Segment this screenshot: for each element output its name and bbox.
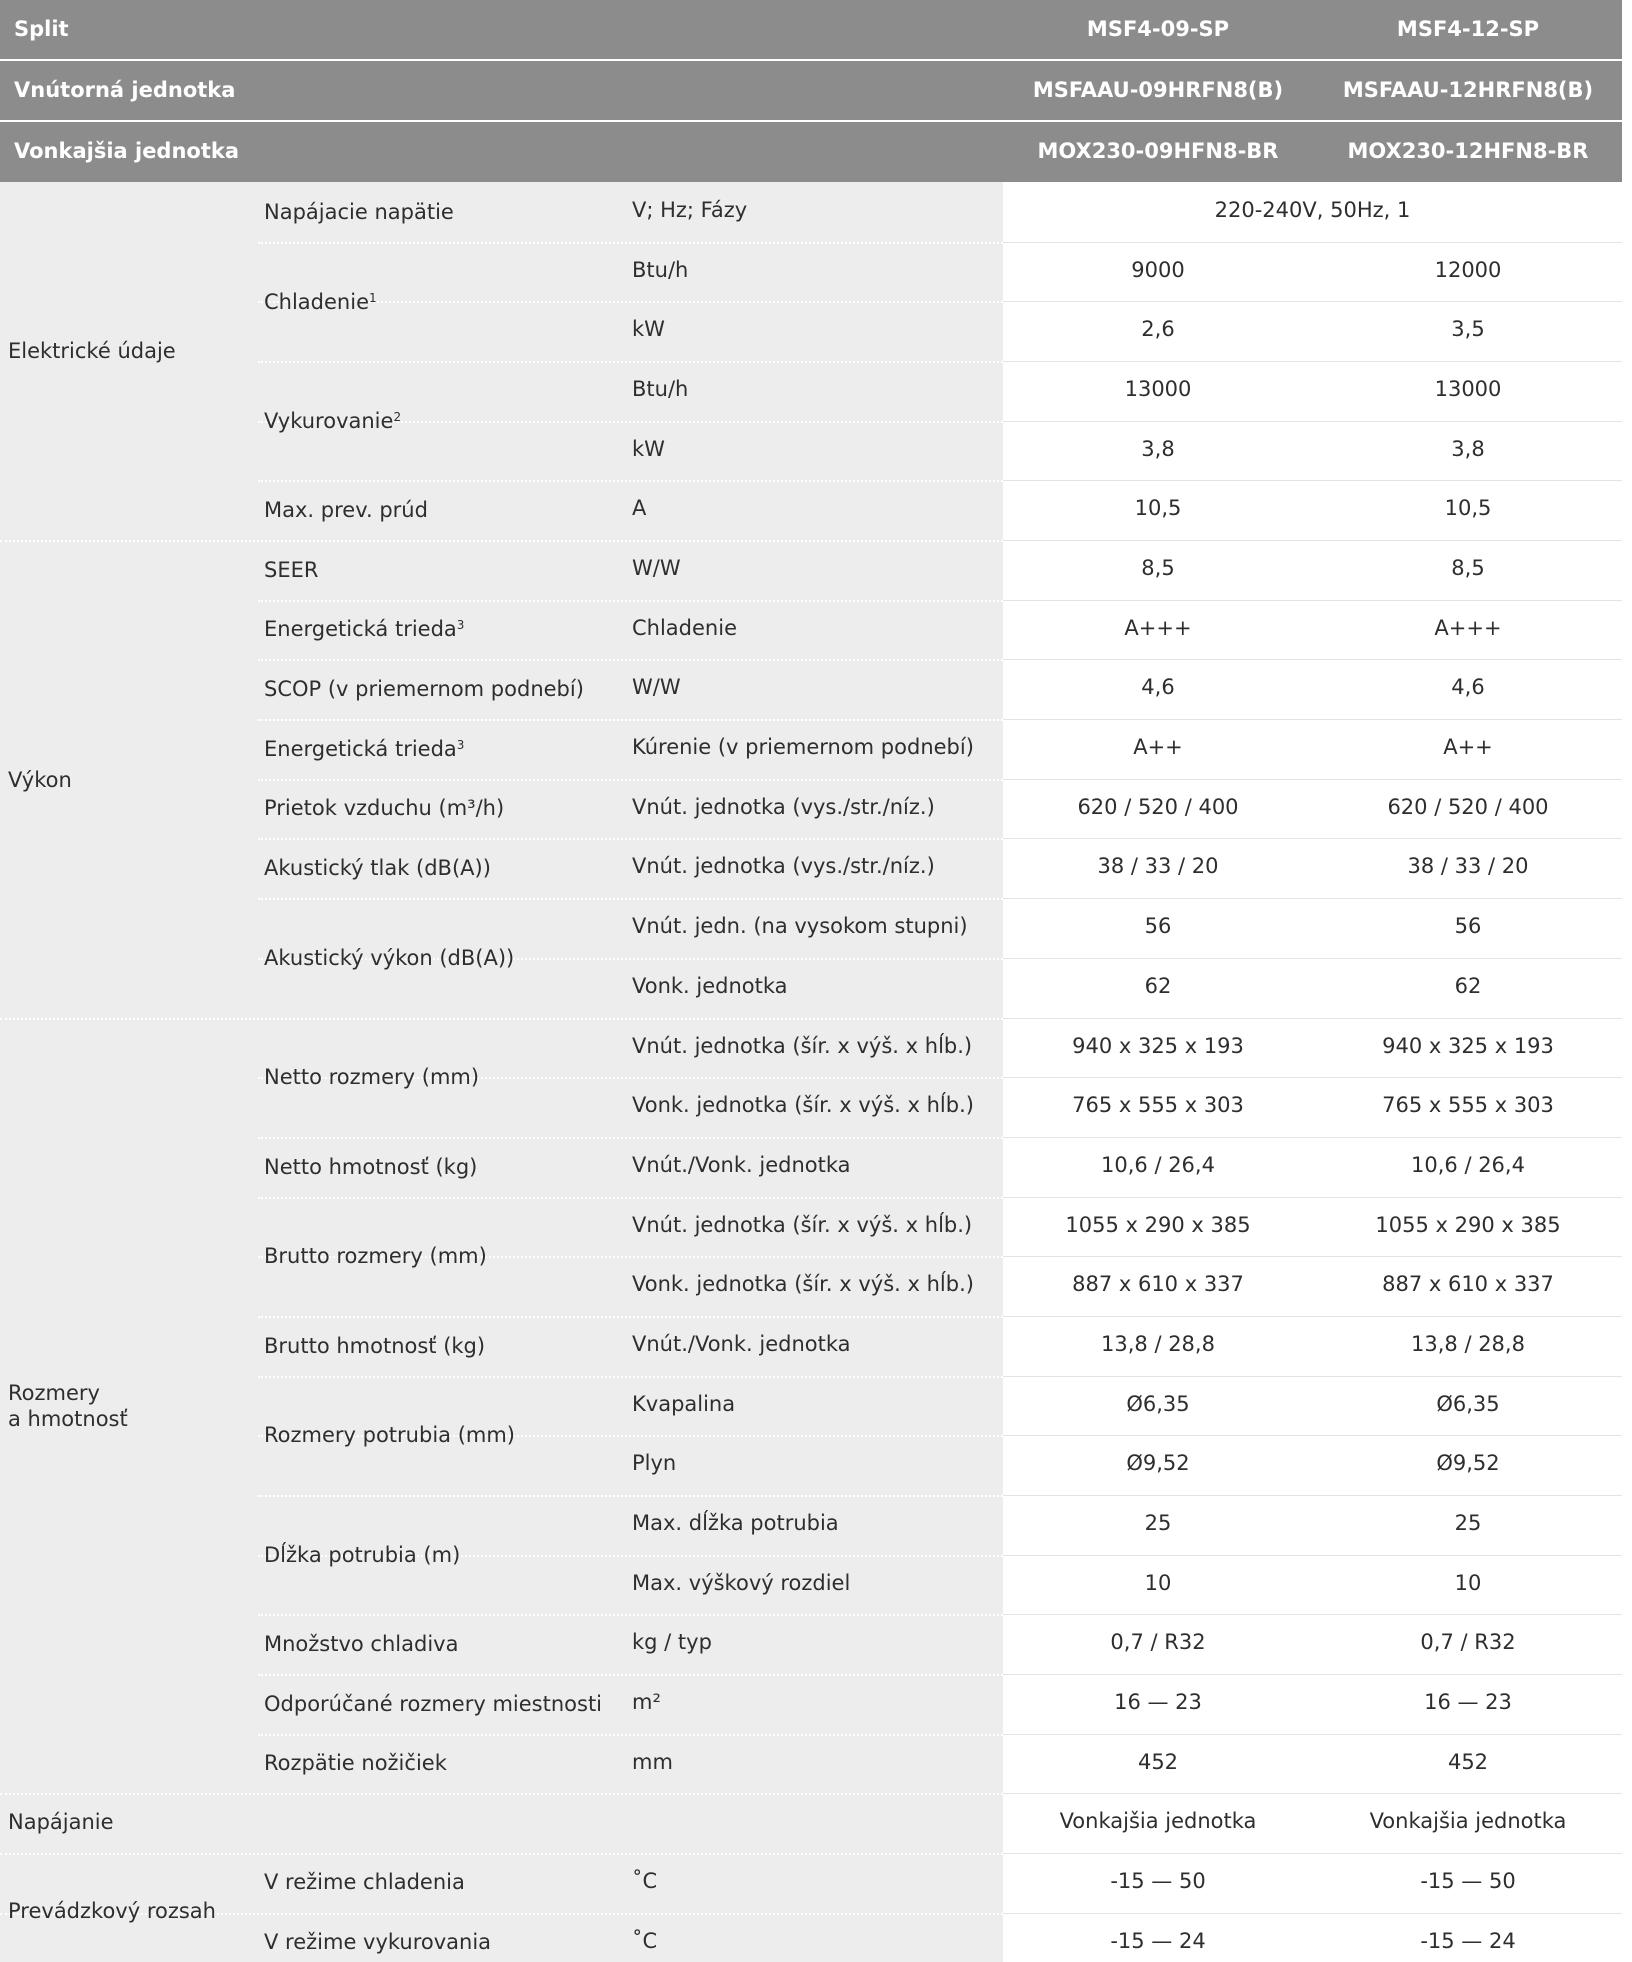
value-model-2: 887 x 610 x 337: [1382, 1272, 1554, 1296]
value-model-1: 940 x 325 x 193: [1072, 1034, 1244, 1058]
unit-label: Vonk. jednotka (šír. x výš. x hĺb.): [632, 1272, 974, 1296]
row-divider: [258, 1137, 1003, 1139]
param-label: Prietok vzduchu (m³/h): [264, 796, 505, 820]
param-label: Energetická trieda$^3$: [264, 737, 465, 761]
value-model-1: 16 — 23: [1114, 1690, 1202, 1714]
value-model-1: 10,5: [1134, 496, 1182, 520]
unit-label: Vnút. jedn. (na vysokom stupni): [632, 914, 968, 938]
value-model-1: Ø6,35: [1126, 1392, 1190, 1416]
row-divider: [1003, 1435, 1622, 1436]
value-model-2: Ø9,52: [1436, 1451, 1500, 1475]
unit-label: Kúrenie (v priemernom podnebí): [632, 735, 974, 759]
row-divider: [1003, 540, 1622, 541]
value-model-1: 56: [1144, 914, 1172, 938]
header-model-2: MSFAAU-12HRFN8(B): [1342, 78, 1594, 102]
value-model-2: 3,5: [1451, 317, 1485, 341]
value-model-1: 2,6: [1141, 317, 1175, 341]
unit-label: kW: [632, 437, 665, 461]
row-divider: [1003, 719, 1622, 720]
value-model-2: 12000: [1434, 258, 1502, 282]
value-model-2: 940 x 325 x 193: [1382, 1034, 1554, 1058]
value-model-2: 1055 x 290 x 385: [1375, 1213, 1561, 1237]
header-row-outdoor: [0, 122, 1622, 182]
value-model-2: A++: [1443, 735, 1493, 759]
header-label: Vnútorná jednotka: [14, 78, 236, 102]
param-label: Napájacie napätie: [264, 200, 454, 224]
value-model-2: 62: [1454, 974, 1482, 998]
row-divider: [0, 1793, 1003, 1795]
value-model-2: -15 — 50: [1420, 1869, 1516, 1893]
footnote-marker: 1: [369, 291, 377, 305]
unit-label: Plyn: [632, 1451, 677, 1475]
param-label: Brutto hmotnosť (kg): [264, 1334, 486, 1358]
unit-label: kW: [632, 317, 665, 341]
value-model-2: 620 / 520 / 400: [1387, 795, 1549, 819]
section-dimensions-line-1: Rozmery: [8, 1381, 100, 1405]
row-divider: [1003, 779, 1622, 780]
row-divider: [1003, 958, 1622, 959]
unit-label: m²: [632, 1690, 661, 1714]
unit-label: Kvapalina: [632, 1392, 736, 1416]
header-model-2: MSF4-12-SP: [1396, 17, 1540, 41]
value-model-1: 13,8 / 28,8: [1101, 1332, 1215, 1356]
param-label: Chladenie$^1$: [264, 290, 377, 314]
value-model-1: 38 / 33 / 20: [1097, 854, 1219, 878]
value-model-1: 10: [1144, 1571, 1172, 1595]
param-label: Vykurovanie$^2$: [264, 409, 402, 433]
unit-label: kg / typ: [632, 1630, 712, 1654]
row-divider: [1003, 301, 1622, 302]
value-model-1: 1055 x 290 x 385: [1065, 1213, 1251, 1237]
row-divider: [1003, 1256, 1622, 1257]
section-power-supply: Napájanie: [8, 1810, 114, 1834]
row-divider: [1003, 1197, 1622, 1198]
section-operating-range: Prevádzkový rozsah: [8, 1899, 216, 1923]
value-model-1: 452: [1137, 1750, 1179, 1774]
value-model-2: 13000: [1434, 377, 1502, 401]
unit-label: A: [632, 496, 647, 520]
value-model-1: 62: [1144, 974, 1172, 998]
value-model-2: 38 / 33 / 20: [1407, 854, 1529, 878]
value-model-1: 13000: [1124, 377, 1192, 401]
row-divider: [1003, 1077, 1622, 1078]
param-label: Brutto rozmery (mm): [264, 1244, 487, 1268]
row-divider: [1003, 1316, 1622, 1317]
value-model-1: 10,6 / 26,4: [1101, 1153, 1215, 1177]
row-divider: [1003, 1734, 1622, 1735]
param-label: SCOP (v priemernom podnebí): [264, 677, 584, 701]
value-model-2: A+++: [1434, 616, 1502, 640]
row-divider: [1003, 1853, 1622, 1854]
section-performance: Výkon: [8, 768, 72, 792]
header-row-split: [0, 0, 1622, 59]
value-model-2: 765 x 555 x 303: [1382, 1093, 1554, 1117]
value-model-2: -15 — 24: [1420, 1929, 1516, 1953]
param-label: Dĺžka potrubia (m): [264, 1543, 461, 1567]
value-model-2: 10: [1454, 1571, 1482, 1595]
value-model-1: 765 x 555 x 303: [1072, 1093, 1244, 1117]
value-model-2: 452: [1447, 1750, 1489, 1774]
header-model-1: MOX230-09HFN8-BR: [1037, 139, 1279, 163]
value-shared: 220-240V, 50Hz, 1: [1214, 198, 1411, 222]
unit-label: Vnút. jednotka (vys./str./níz.): [632, 854, 935, 878]
row-divider: [1003, 421, 1622, 422]
param-label: Akustický výkon (dB(A)): [264, 946, 515, 970]
param-label: Netto rozmery (mm): [264, 1065, 480, 1089]
row-divider: [258, 779, 1003, 781]
value-model-2: 10,6 / 26,4: [1411, 1153, 1525, 1177]
unit-label: W/W: [632, 675, 681, 699]
value-model-2: 25: [1454, 1511, 1482, 1535]
row-divider: [1003, 361, 1622, 362]
value-model-1: 3,8: [1141, 437, 1175, 461]
row-divider: [1003, 1913, 1622, 1914]
unit-label: Max. dĺžka potrubia: [632, 1511, 839, 1535]
row-divider: [1003, 898, 1622, 899]
param-label: V režime chladenia: [264, 1870, 465, 1894]
value-model-2: 13,8 / 28,8: [1411, 1332, 1525, 1356]
value-model-2: 10,5: [1444, 496, 1492, 520]
row-divider: [258, 1316, 1003, 1318]
row-divider: [258, 659, 1003, 661]
row-divider: [1003, 1555, 1622, 1556]
header-model-1: MSF4-09-SP: [1086, 17, 1230, 41]
value-model-2: 56: [1454, 914, 1482, 938]
value-model-1: 9000: [1131, 258, 1185, 282]
footnote-marker: 2: [393, 410, 402, 424]
row-divider: [1003, 242, 1622, 243]
unit-label: Btu/h: [632, 258, 689, 282]
header-model-1: MSFAAU-09HRFN8(B): [1032, 78, 1284, 102]
unit-label: Vnút. jednotka (šír. x výš. x hĺb.): [632, 1213, 973, 1237]
param-label: Množstvo chladiva: [264, 1632, 459, 1656]
value-model-2: Ø6,35: [1436, 1392, 1500, 1416]
unit-label: Btu/h: [632, 377, 689, 401]
row-divider: [258, 1734, 1003, 1736]
unit-label: Vnút. jednotka (vys./str./níz.): [632, 795, 935, 819]
row-divider: [1003, 1495, 1622, 1496]
value-model-2: 16 — 23: [1424, 1690, 1512, 1714]
unit-label: Max. výškový rozdiel: [632, 1571, 851, 1595]
row-divider: [1003, 1793, 1622, 1794]
row-divider: [1003, 600, 1622, 601]
section-dimensions: [8, 1380, 128, 1432]
value-model-1: -15 — 50: [1110, 1869, 1206, 1893]
param-label: V režime vykurovania: [264, 1930, 492, 1954]
value-model-1: Vonkajšia jednotka: [1059, 1809, 1257, 1833]
footnote-marker: 3: [456, 618, 465, 632]
param-label: Energetická trieda$^3$: [264, 617, 465, 641]
row-divider: [258, 719, 1003, 721]
row-divider: [1003, 1376, 1622, 1377]
row-divider: [258, 1614, 1003, 1616]
row-divider: [258, 1376, 1003, 1378]
value-model-1: A+++: [1124, 616, 1192, 640]
unit-label: ˚C: [632, 1929, 658, 1953]
row-divider: [1003, 1137, 1622, 1138]
param-label: SEER: [264, 558, 319, 582]
value-model-2: 4,6: [1451, 675, 1485, 699]
unit-label: Vonk. jednotka: [632, 974, 788, 998]
value-model-1: -15 — 24: [1110, 1929, 1206, 1953]
unit-label: Chladenie: [632, 616, 737, 640]
row-divider: [0, 1018, 1003, 1020]
value-model-1: 887 x 610 x 337: [1072, 1272, 1244, 1296]
unit-label: Vnút./Vonk. jednotka: [632, 1153, 851, 1177]
row-divider: [258, 242, 1003, 244]
row-divider: [258, 600, 1003, 602]
unit-label: V; Hz; Fázy: [632, 198, 748, 222]
value-model-1: 0,7 / R32: [1110, 1630, 1206, 1654]
value-model-1: A++: [1133, 735, 1183, 759]
param-label: Max. prev. prúd: [264, 498, 428, 522]
param-label: Rozpätie nožičiek: [264, 1751, 447, 1775]
value-model-1: 620 / 520 / 400: [1077, 795, 1239, 819]
row-divider: [0, 540, 1003, 542]
value-model-2: 8,5: [1451, 556, 1485, 580]
unit-label: Vnút./Vonk. jednotka: [632, 1332, 851, 1356]
param-label: Odporúčané rozmery miestnosti: [264, 1692, 603, 1716]
unit-label: W/W: [632, 556, 681, 580]
row-divider: [258, 1197, 1003, 1199]
value-model-1: 4,6: [1141, 675, 1175, 699]
value-model-2: 0,7 / R32: [1420, 1630, 1516, 1654]
unit-label: Vonk. jednotka (šír. x výš. x hĺb.): [632, 1093, 974, 1117]
row-divider: [1003, 1018, 1622, 1019]
row-divider: [1003, 1614, 1622, 1615]
section-electrical: Elektrické údaje: [8, 339, 176, 363]
value-model-2: Vonkajšia jednotka: [1369, 1809, 1567, 1833]
unit-label: Vnút. jednotka (šír. x výš. x hĺb.): [632, 1034, 973, 1058]
value-model-1: Ø9,52: [1126, 1451, 1190, 1475]
header-label: Split: [14, 17, 69, 41]
row-divider: [258, 898, 1003, 900]
row-divider: [1003, 838, 1622, 839]
row-divider: [258, 361, 1003, 363]
value-model-1: 25: [1144, 1511, 1172, 1535]
header-row-indoor: [0, 61, 1622, 120]
row-divider: [258, 1495, 1003, 1497]
row-divider: [258, 838, 1003, 840]
row-divider: [258, 480, 1003, 482]
param-label: Akustický tlak (dB(A)): [264, 856, 491, 880]
param-label: Netto hmotnosť (kg): [264, 1155, 478, 1179]
header-model-2: MOX230-12HFN8-BR: [1347, 139, 1589, 163]
value-model-2: 3,8: [1451, 437, 1485, 461]
param-label: Rozmery potrubia (mm): [264, 1423, 515, 1447]
row-divider: [0, 1853, 1003, 1855]
header-label: Vonkajšia jednotka: [14, 139, 240, 163]
row-divider: [1003, 1674, 1622, 1675]
row-divider: [1003, 480, 1622, 481]
value-model-1: 8,5: [1141, 556, 1175, 580]
footnote-marker: 3: [456, 738, 465, 752]
section-dimensions-line-2: a hmotnosť: [8, 1407, 128, 1431]
row-divider: [1003, 659, 1622, 660]
unit-label: mm: [632, 1750, 673, 1774]
unit-label: ˚C: [632, 1869, 658, 1893]
row-divider: [258, 1674, 1003, 1676]
